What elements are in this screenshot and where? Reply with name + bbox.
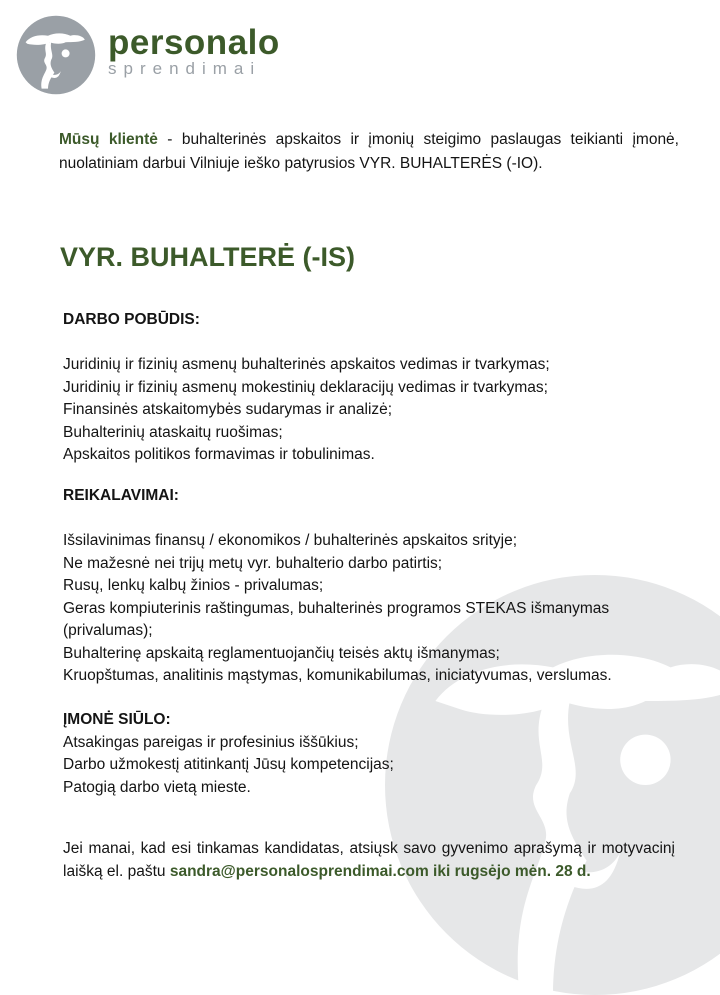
duties-list: [63, 354, 683, 467]
intro-paragraph: [59, 128, 679, 176]
list-item: Rusų, lenkų kalbų žinios - privalumas;: [63, 577, 324, 594]
list-item: Apskaitos politikos formavimas ir tobulinimas.: [63, 446, 375, 463]
logo-wordmark: personalo: [108, 23, 280, 62]
contact-email-link[interactable]: sandra@personalosprendimai.com: [169, 862, 429, 880]
requirements-list: [63, 530, 683, 688]
logo-subtitle: sprendimai: [108, 59, 262, 78]
application-deadline: iki rugsėjo mėn. 28 d.: [428, 862, 591, 880]
list-item: Juridinių ir fizinių asmenų buhalterinės apskaitos vedimas ir tvarkymas;: [63, 356, 550, 373]
list-item: Ne mažesnė nei trijų metų vyr. buhalterio darbo patirtis;: [63, 554, 443, 572]
intro-text: - buhalterinės apskaitos ir įmonių steigimo paslaugas teikianti įmonė, nuolatiniam darbui Vilniuje ieško patyrusios VYR. BUHALTERĖS (-IO).: [59, 131, 679, 172]
client-label: Mūsų klientė: [59, 131, 158, 148]
list-item: Išsilavinimas finansų / ekonomikos / buhalterinės apskaitos srityje;: [63, 532, 518, 549]
requirements-heading: REIKALAVIMAI:: [63, 487, 179, 504]
list-item: Juridinių ir fizinių asmenų mokestinių deklaracijų vedimas ir tvarkymas;: [63, 378, 548, 396]
list-item: Buhalterinių ataskaitų ruošimas;: [63, 423, 283, 441]
application-instructions: [63, 838, 675, 883]
list-item: Kruopštumas, analitinis mąstymas, komunikabilumas, iniciatyvumas, verslumas.: [63, 667, 612, 684]
job-title: VYR. BUHALTERĖ (-IS): [60, 242, 355, 272]
list-item: Buhalterinę apskaitą reglamentuojančių teisės aktų išmanymas;: [63, 644, 500, 662]
list-item: Darbo užmokestį atitinkantį Jūsų kompetencijas;: [63, 756, 394, 773]
list-item: Geras kompiuterinis raštingumas, buhalterinės programos STEKAS išmanymas (privalumas);: [63, 599, 610, 639]
list-item: Patogią darbo vietą mieste.: [63, 778, 251, 796]
requirements-section: [63, 485, 683, 688]
offers-heading: ĮMONĖ SIŪLO:: [63, 711, 171, 728]
list-item: Finansinės atskaitomybės sudarymas ir analizė;: [63, 401, 393, 418]
closing-text: Jei manai, kad esi tinkamas kandidatas, atsiųsk savo gyvenimo aprašymą ir motyvacinį laišką el. paštu: [63, 840, 675, 880]
duties-section: [63, 309, 683, 467]
offers-section: [63, 709, 683, 799]
offers-list: [63, 732, 683, 800]
duties-heading: DARBO POBŪDIS:: [63, 311, 200, 328]
list-item: Atsakingas pareigas ir profesinius iššūkius;: [63, 733, 359, 751]
